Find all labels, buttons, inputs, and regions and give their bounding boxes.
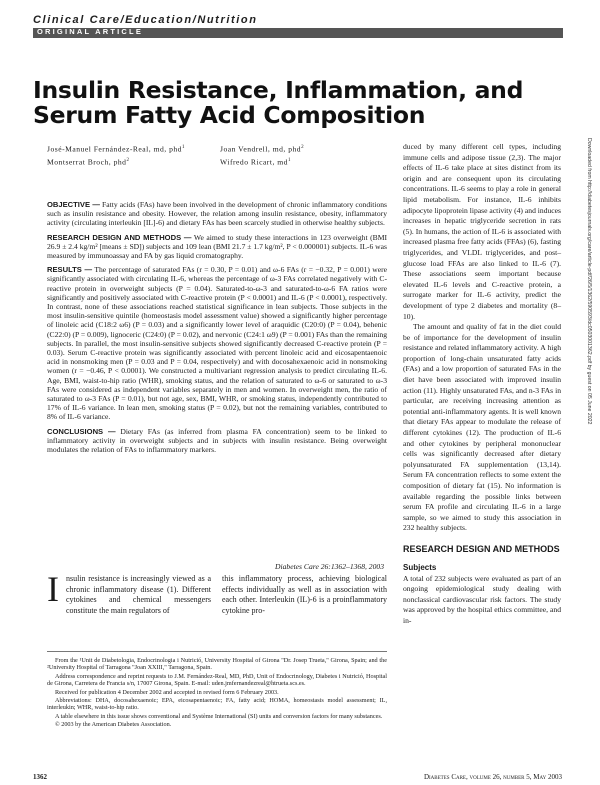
- footer-journal: Diabetes Care, volume 26, number 5, May 2003: [423, 773, 562, 781]
- page-number: 1362: [33, 773, 47, 781]
- abstract-methods: RESEARCH DESIGN AND METHODS — We aimed to study these interactions in 123 overweight (BMI 26.9 ± 2.4 kg/m² [means ± SD]) subjects and 109 lean (BMI 21.7 ± 1.7 kg/m², P < 0.000001) subjects. IL-6 was measured by immunoassay and FA by gas liquid cromatography.: [47, 232, 387, 261]
- section-heading: RESEARCH DESIGN AND METHODS: [403, 543, 560, 554]
- author-block-left: [47, 142, 185, 167]
- abstract: [47, 200, 387, 459]
- body-paragraph-1: duced by many different cell types, including immune cells and adipose tissue (2,3). The major effects of IL-6 take place at sites distinct from its origin and are consequent upon its circulating concentrations. IL-6 seems to play a role in general lipid metabolism. For instance, IL-6 inhibits adipocyte lipoprotein lipase activity (4) and induces increases in hepatic triglyceride secretion in rats (5). In humans, the action of IL-6 is associated with increased plasma free fatty acids (FFAs) (6), fasting triglycerides, and VLDL triglycerides, and post–glucose load FFAs are also linked to IL-6 (7). These associations seem important because elevated IL-6 levels and C-reactive protein, a surrogate marker for IL-6 activity, predict the development of type 2 diabetes and mortality (8–10).: [403, 142, 561, 321]
- footnote-copyright: © 2003 by the American Diabetes Association.: [55, 721, 172, 729]
- drop-cap: I: [47, 569, 59, 609]
- footnotes: [47, 657, 387, 730]
- body-paragraph-3: A total of 232 subjects were evaluated as part of an ongoing epidemiological study dealing with nonclassical cardiovascular risk factors. The study was approved by the hospital ethics committee, and in-: [403, 573, 561, 625]
- title-line-2: Serum Fatty Acid Composition: [33, 101, 426, 129]
- author-block-right: [220, 142, 304, 167]
- author-3: Montserrat Broch, phd$^2$: [47, 157, 130, 167]
- footnote-affiliations: From the ¹Unit de Diabetologia, Endocrinologia i Nutrició, University Hospital of Girona "Dr. Josep Trueta," Girona, Spain; and the ²University Hospital of Tarragona "Joan XXIII," Tarragona, Spain.: [47, 657, 387, 672]
- intro-column-2: this inflammatory process, achieving biological effects individually as well as in association with each other. Interleukin (IL)-6 is a proinflammatory cytokine pro-: [222, 574, 387, 615]
- abstract-conclusions: CONCLUSIONS — Dietary FAs (as inferred from plasma FA concentration) seem to be linked to inflammatory activity in overweight subjects and in subjects with insulin resistance. Being overweight modulates the relation of FAs to inflammatory markers.: [47, 426, 387, 455]
- author-4: Wifredo Ricart, $md^1$: [220, 157, 291, 167]
- author-1: José-Manuel Fernández-Real, md, phd$^1$: [47, 144, 185, 154]
- footnote-table-note: A table elsewhere in this issue shows conventional and Système International (SI) units and conversion factors for many substances.: [55, 712, 383, 720]
- footnote-address: Address correspondence and reprint requests to J.M. Fernández-Real, MD, PhD, Unit of Endocrinology, Diabetes i Nutrició, Hospital de Girona, Carretera de Francia s/n, 17007 Girona, Spain. E-mail: uden.jmfernandezreal@htrueta.scs.es.: [47, 672, 387, 688]
- download-watermark: [583, 138, 595, 608]
- download-watermark-text: Downloaded from http://diabetesjournals.org/care/article-pdf/26/5/1362/590593/dc0503001362.pdf by guest on 05 June 2022: [586, 138, 592, 425]
- footnote-abbreviations: Abbreviations: DHA, docosahexaenoic; EPA, eicosapentaenoic; FA, fatty acid; HOMA, homeostasis model assessment; IL, interleukin; WHR, waist-to-hip ratio.: [47, 697, 387, 712]
- subsection-heading: Subjects: [403, 562, 437, 572]
- footnote-received: Received for publication 4 December 2002 and accepted in revised form 6 February 2003.: [55, 688, 279, 696]
- right-column: [403, 142, 561, 627]
- abstract-results: RESULTS — The percentage of saturated FAs (r = 0.30, P = 0.01) and ω-6 FAs (r = −0.32, P = 0.001) were significantly associated with circulating IL-6, whereas the percentage of ω-3 FAs correlated negatively with C-reactive protein in overweight subjects (P = 0.04). Saturated-to-ω-3 and saturated-to-ω-6 FA ratios were significantly and positively associated with C-reactive protein (P < 0.0001) and IL-6 (P < 0.0001), respectively. In contrast, none of these associations reached statistical significance in lean subjects. Those subjects in the most insulin-sensitive quintile (homeostasis model assessment value) showed a significantly higher percentage of linoleic acid (C18:2 ω6) (P = 0.03) and a significantly lower level of araquidic (C20:0) (P = 0.04), behenic (C22:0) (P = 0.009), lignoceric (C24:0) (P = 0.02), and nervonic (C24:1 ω9) (P = 0.001) FAs than the remaining subjects. In parallel, the most insulin-sensitive subjects showed significantly decreased C-reactive protein (P = 0.03). Serum C-reactive protein was significantly associated with percent linoleic acid and eicosapentaenoic acid in nonsmoking men (P = 0.03 and P = 0.04, respectively) and with docosahexaenoic acid in nonsmoking women (r = −0.46, P < 0.0001). We constructed a multivariant regression analysis to predict circulating IL-6. Age, BMI, waist-to-hip ratio (WHR), smoking status, and the relation of saturated to ω-6 or saturated to ω-3 FAs were considered as independent variables separately in men and women. In overweight men, the ratio of saturated to ω-3 FAs (P = 0.01), but not age, sex, BMI, WHR, or smoking status, independently contributed to 17% of IL-6 variance. In lean men, smoking status (P = 0.02), but not the remaining variables, contributed to 8% of IL-6 variance.: [47, 265, 387, 422]
- author-2: Joan Vendrell, md, phd$^2$: [220, 144, 305, 154]
- section-label: Clinical Care/Education/Nutrition: [33, 14, 258, 26]
- body-paragraph-2: The amount and quality of fat in the diet could be of importance for the development of insulin resistance and related inflammatory activity. A high proportion of long-chain unsaturated fatty acids (FAs) and a low proportion of saturated FAs in the diet have been associated with improved insulin action (11). Highly unsaturated FAs, and n-3 FAs in particular, are receiving increasing attention as potential anti-inflammatory agents. It is well known that dietary FAs appear to modulate the release of different cytokines (12). The production of IL-6 and other cytokines by peripheral mononuclear cells was significantly decreased after dietary polyunsaturated FA supplementation (13,14). Serum FA concentration reflects to some extent the composition of dietary fat (15). No information is available regarding the possible links between serum FA profile and circulating IL-6 in a large sample, so we aimed to study this association in 232 healthy subjects.: [403, 322, 561, 533]
- article-type-label: ORIGINAL ARTICLE: [37, 27, 144, 36]
- footnote-divider: [47, 651, 387, 652]
- abstract-objective: OBJECTIVE — Fatty acids (FAs) have been involved in the development of chronic inflammatory conditions such as insulin resistance and obesity. However, the relation among insulin resistance, obesity, inflammatory activity (circulating interleukin [IL]-6) and dietary FAs has been scarcely studied in otherwise healthy subjects.: [47, 200, 388, 228]
- article-type-banner: [33, 28, 563, 38]
- intro-column-1: nsulin resistance is increasingly viewed as a chronic inflammatory disease (1). Different cytokines and chemical messengers constitute the main regulators of: [66, 574, 211, 615]
- title-line-1: Insulin Resistance, Inflammation, and: [33, 76, 524, 104]
- journal-citation: Diabetes Care 26:1362–1368, 2003: [275, 562, 384, 571]
- article-title: [33, 78, 563, 128]
